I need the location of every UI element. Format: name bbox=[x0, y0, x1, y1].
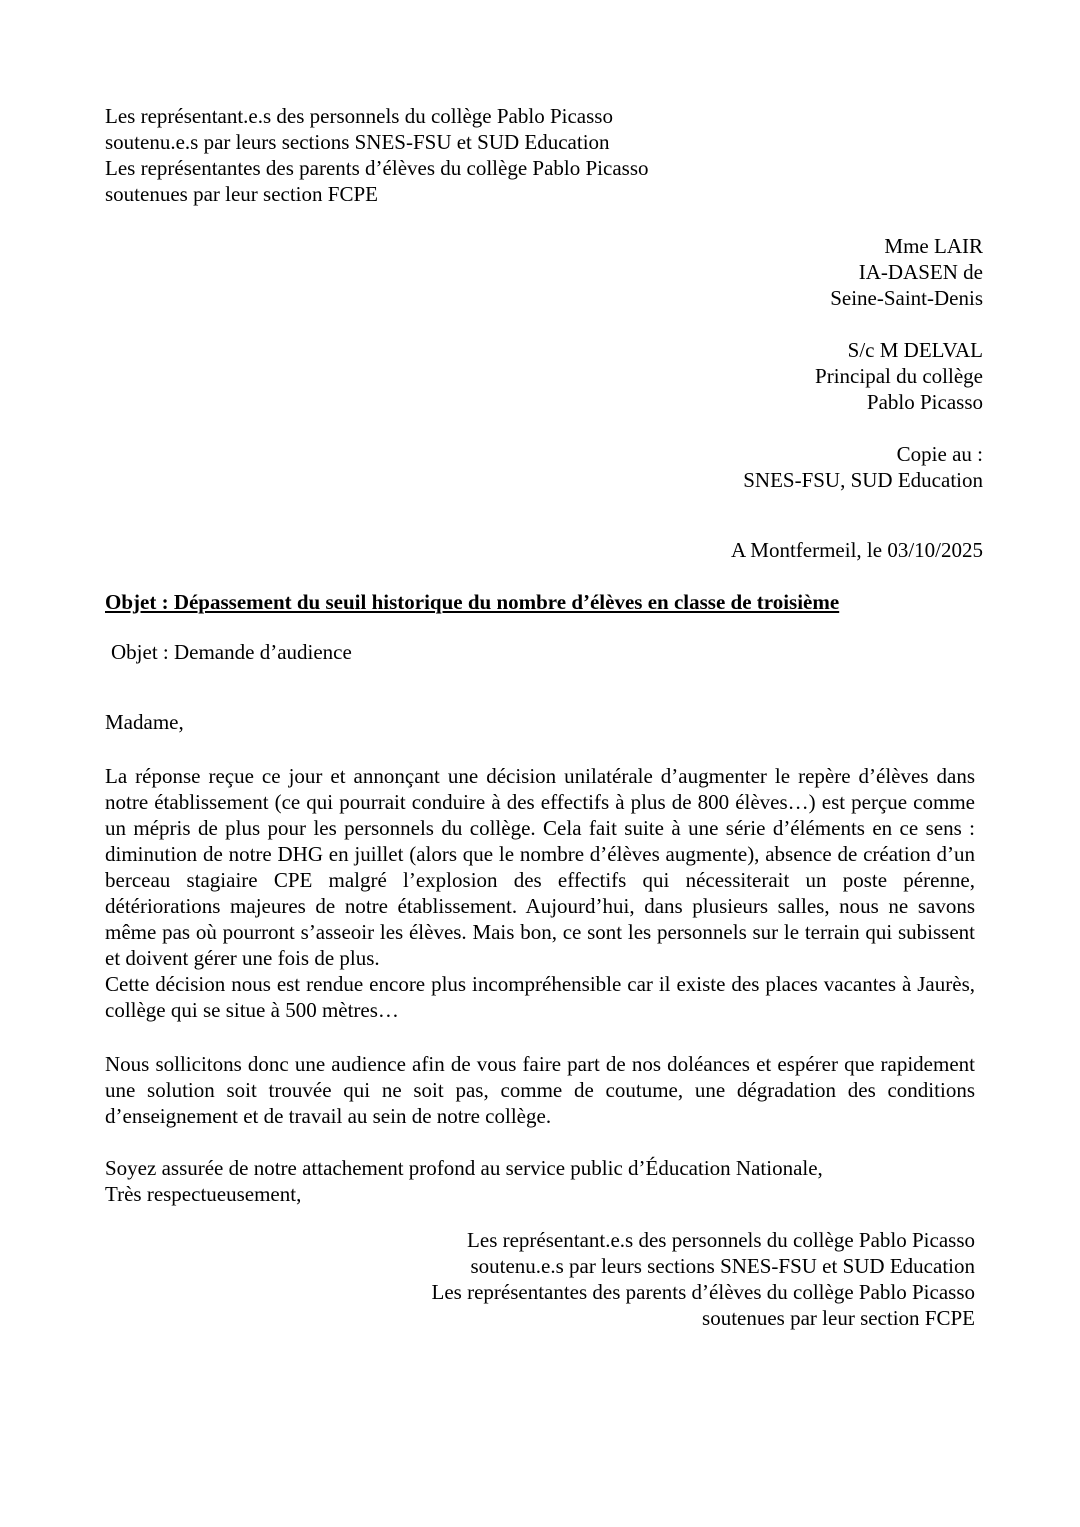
dateline: A Montfermeil, le 03/10/2025 bbox=[731, 538, 983, 562]
recipient-group-via bbox=[105, 337, 983, 415]
signature-line: soutenu.e.s par leurs sections SNES-FSU et SUD Education bbox=[470, 1254, 975, 1278]
body-paragraph: Nous sollicitons donc une audience afin de vous faire part de nos doléances et espérer que rapidement une solution soit trouvée qui ne soit pas, comme de coutume, une dégradation des conditions d’enseignement et de travail au sein de notre collège. bbox=[105, 1052, 975, 1128]
sender-line: Les représentantes des parents d’élèves du collège Pablo Picasso bbox=[105, 156, 649, 180]
recipient-group-copy bbox=[105, 441, 983, 493]
recipient-line: Seine-Saint-Denis bbox=[830, 286, 983, 310]
recipient-line: Principal du collège bbox=[815, 364, 983, 388]
signature-line: Les représentant.e.s des personnels du collège Pablo Picasso bbox=[467, 1228, 975, 1252]
recipient-line: SNES-FSU, SUD Education bbox=[743, 468, 983, 492]
sender-line: Les représentant.e.s des personnels du collège Pablo Picasso bbox=[105, 104, 613, 128]
salutation: Madame, bbox=[105, 710, 184, 734]
closing-line: Soyez assurée de notre attachement profond au service public d’Éducation Nationale, bbox=[105, 1156, 823, 1180]
recipient-line: IA-DASEN de bbox=[858, 260, 983, 284]
recipient-line: Copie au : bbox=[896, 442, 983, 466]
recipient-block bbox=[105, 233, 983, 493]
signature-line: Les représentantes des parents d’élèves du collège Pablo Picasso bbox=[431, 1280, 975, 1304]
recipient-line: S/c M DELVAL bbox=[847, 338, 983, 362]
recipient-group-addressee bbox=[105, 233, 983, 311]
subject-line-secondary: Objet : Demande d’audience bbox=[111, 640, 352, 664]
sender-line: soutenues par leur section FCPE bbox=[105, 182, 378, 206]
closing-line: Très respectueusement, bbox=[105, 1182, 302, 1206]
sender-block bbox=[105, 103, 975, 207]
subject-line-main: Objet : Dépassement du seuil historique du nombre d’élèves en classe de troisième bbox=[105, 590, 840, 614]
body-paragraph: Cette décision nous est rendue encore plus incompréhensible car il existe des places vacantes à Jaurès, collège qui se situe à 500 mètres… bbox=[105, 972, 975, 1022]
recipient-line: Pablo Picasso bbox=[866, 390, 983, 414]
body-paragraph: La réponse reçue ce jour et annonçant une décision unilatérale d’augmenter le repère d’élèves dans notre établissement (ce qui pourrait conduire à des effectifs à plus de 800 élèves…) est perçue comme un mépris de plus pour les personnels du collège. Cela fait suite à une série d’éléments en ce sens : diminution de notre DHG en juillet (alors que le nombre d’élèves augmente), absence de création d’un berceau stagiaire CPE malgré l’explosion des effectifs qui nécessiterait un poste pérenne, détériorations majeures de notre établissement. Aujourd’hui, dans plusieurs salles, nous ne savons même pas où pourront s’asseoir les élèves. Mais bon, ce sont les personnels sur le terrain qui subissent et doivent gérer une fois de plus. bbox=[105, 764, 975, 970]
recipient-line: Mme LAIR bbox=[884, 234, 983, 258]
signature-line: soutenues par leur section FCPE bbox=[702, 1306, 975, 1330]
signature-block bbox=[105, 1227, 975, 1331]
closing-block bbox=[105, 1155, 975, 1207]
sender-line: soutenu.e.s par leurs sections SNES-FSU et SUD Education bbox=[105, 130, 610, 154]
